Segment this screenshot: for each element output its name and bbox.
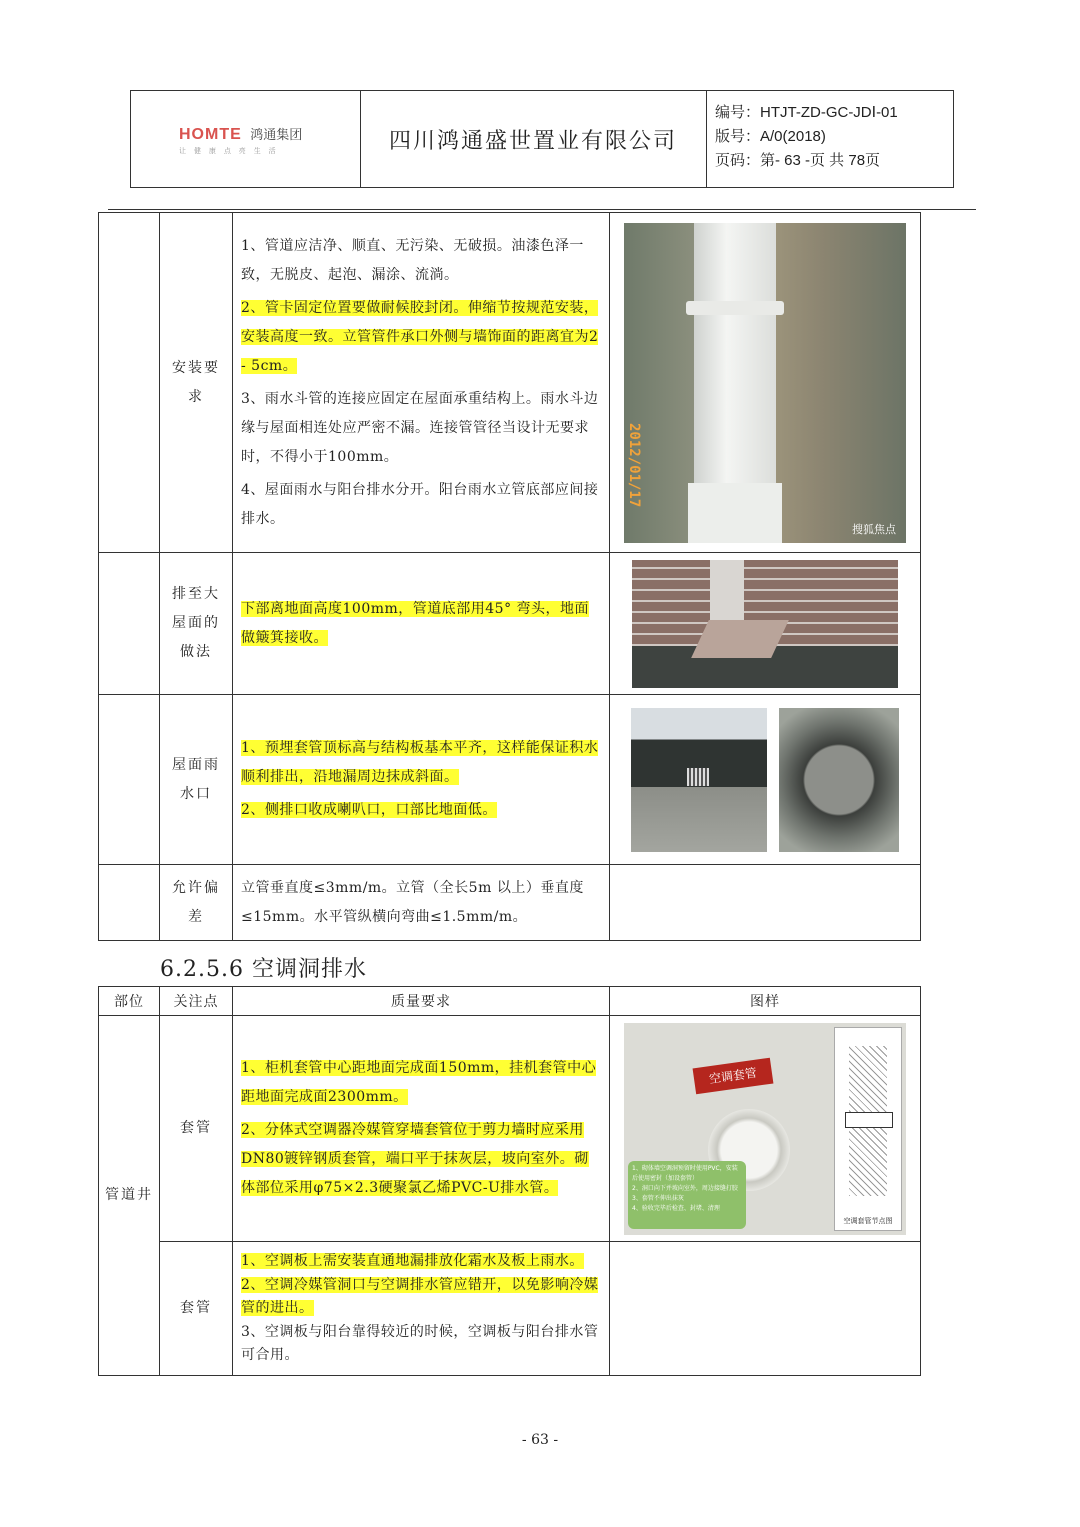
photo-cell	[610, 213, 921, 553]
row-label: 排至大屋面的做法	[160, 553, 233, 695]
photo-cell	[610, 865, 921, 941]
row-label: 安装要求	[160, 213, 233, 553]
row-label: 允许偏差	[160, 865, 233, 941]
row-label: 套管	[160, 1016, 233, 1242]
requirement-item: 1、管道应洁净、顺直、无污染、无破损。油漆色泽一致，无脱皮、起泡、漏涂、流淌。	[241, 237, 584, 283]
ac-sleeve-photo	[624, 1023, 906, 1235]
note-line: 4、验收完毕后检查、封堵、清理	[632, 1204, 720, 1212]
header-quality: 质量要求	[233, 987, 610, 1016]
table-row	[99, 553, 921, 695]
note-line: 2、洞口向下并坡向室外，周边接缝打胶	[632, 1184, 738, 1192]
photo-cell	[610, 1016, 921, 1242]
logo-brand: HOMTE	[179, 126, 242, 143]
sleeve-detail-drawing	[834, 1027, 902, 1231]
row-text	[233, 1242, 610, 1376]
requirement-item: 4、屋面雨水与阳台排水分开。阳台雨水立管底部应间接排水。	[241, 481, 599, 527]
drawing-caption: 空调套管节点图	[843, 1216, 893, 1225]
table-header-row	[99, 987, 921, 1016]
requirement-item: 2、管卡固定位置要做耐候胶封闭。伸缩节按规范安装，安装高度一致。立管管件承口外侧与墙饰面的距离宜为2 - 5cm。	[241, 299, 599, 374]
requirement-item: 下部离地面高度100mm，管道底部用45° 弯头，地面做簸箕接收。	[241, 600, 590, 646]
logo-tagline: 让 健 康 点 亮 生 活	[179, 148, 279, 155]
row-label: 屋面雨水口	[160, 695, 233, 865]
header-rule	[108, 209, 976, 210]
company-logo	[179, 124, 302, 156]
drainpipe-photo	[624, 223, 906, 543]
header-focus: 关注点	[160, 987, 233, 1016]
group-cell	[99, 213, 160, 553]
photo-cell	[610, 695, 921, 865]
table-row	[99, 865, 921, 941]
header-part: 部位	[99, 987, 160, 1016]
requirement-item: 1、空调板上需安装直通地漏排放化霜水及板上雨水。	[241, 1253, 584, 1269]
requirement-item: 2、空调冷媒管洞口与空调排水管应错开，以免影响冷媒管的进出。	[241, 1277, 599, 1316]
requirement-item: 3、空调板与阳台靠得较近的时候，空调板与阳台排水管可合用。	[241, 1324, 599, 1363]
row-text	[233, 695, 610, 865]
logo-cell	[131, 91, 361, 187]
table-row	[99, 695, 921, 865]
row-text	[233, 1016, 610, 1242]
row-label: 套管	[160, 1242, 233, 1376]
sleeve-section	[845, 1112, 893, 1128]
group-cell	[99, 865, 160, 941]
logo-cn: 鸿通集团	[250, 127, 303, 142]
photo-cell	[610, 1242, 921, 1376]
table-row	[99, 1016, 921, 1242]
note-line: 3、套管不伸出抹灰	[632, 1194, 684, 1202]
pipe-socket	[688, 483, 782, 543]
group-cell	[99, 695, 160, 865]
ac-drain-table	[98, 986, 921, 1376]
roof-drain-photo	[632, 560, 898, 688]
note-line: 1、砌体墙空调洞预留时使用PVC，安装后使用密封（加设套管）	[632, 1164, 738, 1182]
requirement-item: 2、分体式空调器冷媒管穿墙套管位于剪力墙时应采用DN80镀锌钢质套管，端口平于抹灰层，坡向室外。砌体部位采用φ75×2.3硬聚氯乙烯PVC-U排水管。	[241, 1122, 589, 1196]
table-row	[99, 1242, 921, 1376]
section-title: 6.2.5.6 空调洞排水	[160, 957, 367, 982]
row-text	[233, 865, 610, 941]
doc-number: 编号：HTJT-ZD-GC-JDⅠ-01	[715, 104, 898, 121]
table-row	[99, 213, 921, 553]
outlet-grate	[687, 768, 709, 786]
header-sample: 图样	[610, 987, 921, 1016]
requirement-item: 2、侧排口收成喇叭口，口部比地面低。	[241, 802, 497, 818]
doc-page-info: 页码：第- 63 -页 共 78页	[715, 152, 881, 169]
requirement-item: 立管垂直度≤3mm/m。立管（全长5m 以上）垂直度≤15mm。水平管纵横向弯曲≤1.5mm/m。	[241, 879, 584, 925]
roof-drain-cup-photo	[779, 708, 899, 852]
doc-meta	[707, 101, 961, 173]
notes-bubble	[628, 1161, 746, 1229]
downpipe-shape	[710, 560, 744, 630]
photo-pair	[610, 708, 920, 852]
photo-cell	[610, 553, 921, 695]
photo-datestamp: 2012/01/17	[626, 422, 642, 507]
company-name: 四川鸿通盛世置业有限公司	[360, 91, 707, 187]
photo-watermark: 搜狐焦点	[852, 522, 896, 536]
installation-table	[98, 212, 921, 941]
doc-version: 版号：A/0(2018)	[715, 128, 826, 145]
ac-sleeve-sign: 空调套管	[693, 1057, 774, 1094]
group-label: 管道井	[99, 1016, 160, 1376]
pipe-clamp	[686, 301, 784, 315]
requirement-item: 1、柜机套管中心距地面完成面150mm，挂机套管中心距地面完成面2300mm。	[241, 1060, 597, 1105]
document-header	[130, 90, 954, 188]
requirement-item: 1、预埋套管顶标高与结构板基本平齐，这样能保证积水顺利排出，沿地漏周边抹成斜面。	[241, 740, 599, 785]
requirement-item: 3、雨水斗管的连接应固定在屋面承重结构上。雨水斗边缘与屋面相连处应严密不漏。连接管管径当设计无要求时，不得小于100mm。	[241, 390, 599, 465]
row-text	[233, 553, 610, 695]
page-number: - 63 -	[521, 1432, 559, 1448]
group-cell	[99, 553, 160, 695]
row-text	[233, 213, 610, 553]
side-outlet-photo	[631, 708, 767, 852]
